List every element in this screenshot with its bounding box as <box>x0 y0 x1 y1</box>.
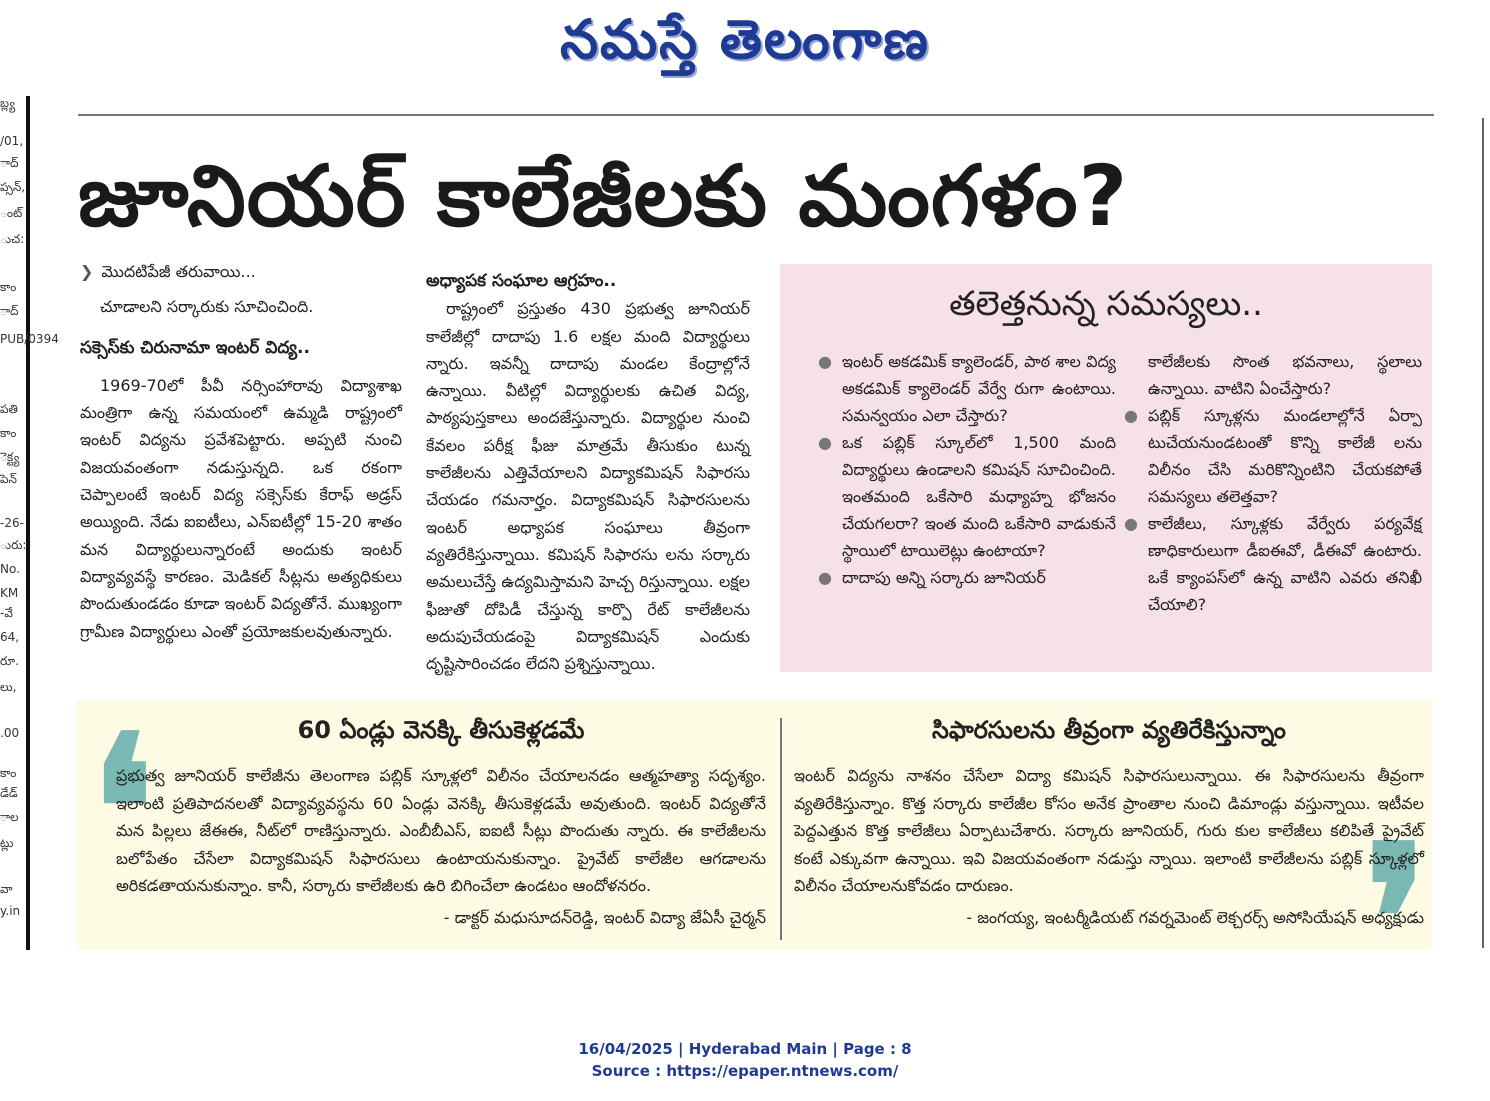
adjacent-column-fragment-right <box>1478 118 1490 948</box>
issues-list-left <box>816 348 1116 591</box>
column-fragment-text: ుచ: <box>0 232 25 246</box>
quote-attribution: - జంగయ్య, ఇంటర్మీడియట్ గవర్నమెంట్ లెక్చరర్స్ అసోసియేషన్ అధ్యక్షుడు <box>966 908 1424 927</box>
issues-list-right <box>1122 348 1422 618</box>
quote-body: ఇంటర్ విద్యను నాశనం చేసేలా విద్యా కమిషన్ సిఫారసులున్నాయి. ఈ సిఫారసులను తీవ్రంగా వ్యతిరేకిస్తున్నాం. కొత్త సర్కారు కాలేజీల కోసం అనేక ప్రాంతాల నుంచి డిమాండ్లు వస్తున్నాయి. ఇటీవల పెద్దఎత్తున కొత్త కాలేజీలు ఏర్పాటుచేశారు. సర్కారు జూనియర్, గురు కుల కాలేజీలు కలిపితే ప్రైవేట్ కంటే ఎక్కువగా ఉన్నాయి. ఇవి విజయవంతంగా నడుస్తు న్నాయి. ఇలాంటి కాలేజీలను పబ్లిక్ స్కూళ్లలో విలీనం చేయాలనుకోవడం దారుణం. <box>794 766 1424 895</box>
bullet-icon: ● <box>1124 406 1138 425</box>
column-fragment-text: 64, <box>0 630 20 644</box>
quote-block-2 <box>794 700 1424 950</box>
body-text: రాష్ట్రంలో ప్రస్తుతం 430 ప్రభుత్వ జూనియర్ కాలేజీల్లో దాదాపు 1.6 లక్షల మంది విద్యార్థులు న్నారు. ఇవన్నీ దాదాపు మండల కేంద్రాల్లోనే ఉన్నాయి. వీటిల్లో విద్యార్థులకు ఉచిత విద్య, పాఠ్యపుస్తకాలు అందజేస్తున్నారు. విద్యార్థుల నుంచి కేవలం పరీక్ష ఫీజు మాత్రమే తీసుకుం టున్న కాలేజీలను ఎత్తివేయాలని విద్యాకమిషన్ సిఫారసు చేయడం గమనార్హం. విద్యాకమిషన్ సిఫారసులను ఇంటర్ అధ్యాపక సంఘాలు తీవ్రంగా వ్యతిరేకిస్తున్నాయి. కమిషన్ సిఫారసు లను సర్కారు అమలుచేస్తే ఉద్యమిస్తామని హెచ్చ రిస్తున్నాయి. లక్షల ఫీజుతో దోపిడీ చేస్తున్న కార్పొ రేట్ కాలేజీలను అదుపుచేయడంపై విద్యాకమిషన్ ఎందుకు దృష్టిసారించడం లేదని ప్రశ్నిస్తున్నాయి. <box>426 299 750 674</box>
quote-attribution: - డాక్టర్ మధుసూదన్‌రెడ్డి, ఇంటర్ విద్యా జేఏసీ చైర్మన్ <box>443 908 766 927</box>
chevron-right-icon: ❯ <box>80 262 94 281</box>
quotes-box <box>76 692 1432 1037</box>
column-fragment-text: PUB/0394 <box>0 332 59 346</box>
footer-source: Source : https://epaper.ntnews.com/ <box>591 1062 899 1080</box>
column-fragment-text: వా <box>0 882 13 896</box>
top-rule <box>78 114 1434 116</box>
issue-text: కాలేజీలకు సొంత భవనాలు, స్థలాలు ఉన్నాయి. వాటిని ఏంచేస్తారు? <box>1148 352 1422 398</box>
column-fragment-text: ప్సన్, <box>0 180 26 194</box>
quote-title: సిఫారసులను తీవ్రంగా వ్యతిరేకిస్తున్నాం <box>932 716 1286 744</box>
issue-text: ఇంటర్ అకడమిక్ క్యాలెండర్, పాఠ శాల విద్య అకడమిక్ క్యాలెండర్ వేర్వే రుగా ఉంటాయి. సమన్వయం ఎలా చేస్తారు? <box>842 352 1116 425</box>
column-fragment-text: ాద్ <box>0 304 19 318</box>
column-fragment-text: రూ. <box>0 654 19 668</box>
continued-from-marker <box>80 258 402 285</box>
column-fragment-text: పతి <box>0 402 18 416</box>
subhead: అధ్యాపక సంఘాల ఆగ్రహం.. <box>426 271 617 291</box>
column-fragment-text: ెక్ట్య <box>0 450 20 464</box>
lead-line: చూడాలని సర్కారుకు సూచించింది. <box>100 297 314 317</box>
subhead: సక్సెస్‌కు చిరునామా ఇంటర్ విద్య.. <box>80 337 310 358</box>
continued-label: మొదటిపేజీ తరువాయి... <box>101 262 256 281</box>
column-fragment-text: ాద్ <box>0 156 19 170</box>
column-fragment-text: .00 <box>0 726 20 740</box>
quote-title: 60 ఏండ్లు వెనక్కి తీసుకెళ్లడమే <box>297 716 585 744</box>
quote-divider <box>780 718 782 940</box>
issue-text: కాలేజీలు, స్కూళ్లకు వేర్వేరు పర్యవేక్ష ణాధికారులుగా డీఐఈవో, డీఈవో ఉంటారు. ఒకే క్యాంపస్‌లో ఉన్న వాటిని ఎవరు తనిఖీ చేయాలి? <box>1148 514 1422 614</box>
footer <box>0 1038 1490 1082</box>
column-fragment-text: డేడ్ <box>0 786 18 800</box>
headline: జూనియర్ కాలేజీలకు మంగళం? <box>78 147 1129 245</box>
column-fragment-text: /01, <box>0 134 24 148</box>
close-quote-icon: ❜ <box>1364 802 1429 1037</box>
bullet-icon: ● <box>818 433 832 452</box>
column-fragment-text: కాం <box>0 280 17 294</box>
issue-text: పబ్లిక్ స్కూళ్లను మండలాల్లోనే ఏర్పా టుచేయనుండటంతో కొన్ని కాలేజీ లను విలీనం చేసి మరికొన్నింటిని చేయకపోతే సమస్యలు తలెత్తవా? <box>1148 406 1422 506</box>
issue-item <box>1122 348 1422 402</box>
issue-text: ఒక పబ్లిక్ స్కూల్‌లో 1,500 మంది విద్యార్థులు ఉండాలని కమిషన్ సూచించింది. ఇంతమంది ఒకేసారి మధ్యాహ్న భోజనం చేయగలరా? ఇంత మంది ఒకేసారి వాడుకునే స్థాయిలో టాయిలెట్లు ఉంటాయా? <box>842 433 1116 560</box>
column-fragment-text: కాం <box>0 766 17 780</box>
issue-text: దాదాపు అన్ని సర్కారు జూనియర్ <box>842 568 1046 587</box>
footer-date-edition: 16/04/2025 | Hyderabad Main | Page : 8 <box>578 1040 912 1058</box>
column-fragment-text: కాం <box>0 426 17 440</box>
quote-block-1 <box>116 700 766 950</box>
column-fragment-text: ట్లు <box>0 836 14 850</box>
article-column-2 <box>426 268 750 677</box>
issues-title: తలెత్తనున్న సమస్యలు.. <box>949 284 1263 324</box>
column-fragment-text: బ్ల్య <box>0 96 16 110</box>
column-fragment-text: -వే <box>0 606 13 620</box>
column-fragment-text: No. <box>0 562 20 576</box>
open-quote-icon: ❛ <box>90 692 155 927</box>
issue-item <box>816 429 1116 564</box>
column-fragment-text: ంట్ <box>0 206 23 220</box>
quote-body: ప్రభుత్వ జూనియర్ కాలేజీను తెలంగాణ పబ్లిక్ స్కూళ్లలో విలీనం చేయాలనడం ఆత్మహత్యా సదృశ్యం. ఇలాంటి ప్రతిపాదనలతో విద్యావ్యవస్థను 60 ఏండ్లు వెనక్కి తీసుకెళ్లడమే అవుతుంది. ఇంటర్ విద్యతోనే మన పిల్లలు జేఈఈ, నీట్‌లో రాణిస్తున్నారు. ఎంబీబీఎస్, ఐఐటీ సీట్లు పొందుతు న్నారు. ఈ కాలేజీలను బలోపేతం చేసేలా విద్యాకమిషన్ సిఫారసులు ఉంటాయనుకున్నాం. ప్రైవేట్ కాలేజీల ఆగడాలను అరికడతాయనుకున్నాం. కానీ, సర్కారు కాలేజీలకు ఉరి బిగించేలా ఉండటం ఆందోళనరం. <box>116 766 766 895</box>
masthead-logo: నమస్తే తెలంగాణ <box>560 8 930 71</box>
issue-item <box>1122 402 1422 510</box>
column-fragment-text: -26- <box>0 516 24 530</box>
bullet-icon: ● <box>818 352 832 371</box>
column-fragment-text: ాల <box>0 810 19 824</box>
body-text: 1969-70లో పీవీ నర్సింహారావు విద్యాశాఖ మంత్రిగా ఉన్న సమయంలో ఉమ్మడి రాష్ట్రంలో ఇంటర్ విద్యను ప్రవేశపెట్టారు. అప్పటి నుంచి విజయవంతంగా నడుస్తున్నది. ఒక రకంగా చెప్పాలంటే ఇంటర్ విద్య సక్సెస్‌కు కేరాఫ్ అడ్రస్ అయ్యింది. నేడు ఐఐటీలు, ఎన్ఐటీల్లో 15-20 శాతం మన విద్యార్థులున్నారంటే అందుకు ఇంటర్ విద్యావ్యవస్థే కారణం. మెడికల్ సీట్లను అత్యధికులు పొందుతుండడం కూడా ఇంటర్ విద్యతోనే. ముఖ్యంగా గ్రామీణ విద్యార్థులు ఎంతో ప్రయోజకులవుతున్నారు. <box>80 375 402 641</box>
column-fragment-text: లు, <box>0 680 17 694</box>
issues-box <box>780 264 1432 672</box>
issue-item <box>1122 510 1422 618</box>
issue-item <box>816 564 1116 591</box>
column-divider <box>1482 118 1484 948</box>
bullet-icon: ● <box>818 568 832 587</box>
column-fragment-text: పెన్ <box>0 472 17 486</box>
column-fragment-text: ురు: <box>0 538 27 552</box>
issue-item <box>816 348 1116 429</box>
bullet-icon: ● <box>1124 514 1138 533</box>
column-fragment-text: y.in <box>0 904 21 918</box>
column-divider <box>26 96 30 950</box>
adjacent-column-fragment <box>0 96 59 950</box>
column-fragment-text: KM <box>0 586 19 600</box>
article-column-1 <box>80 258 402 645</box>
